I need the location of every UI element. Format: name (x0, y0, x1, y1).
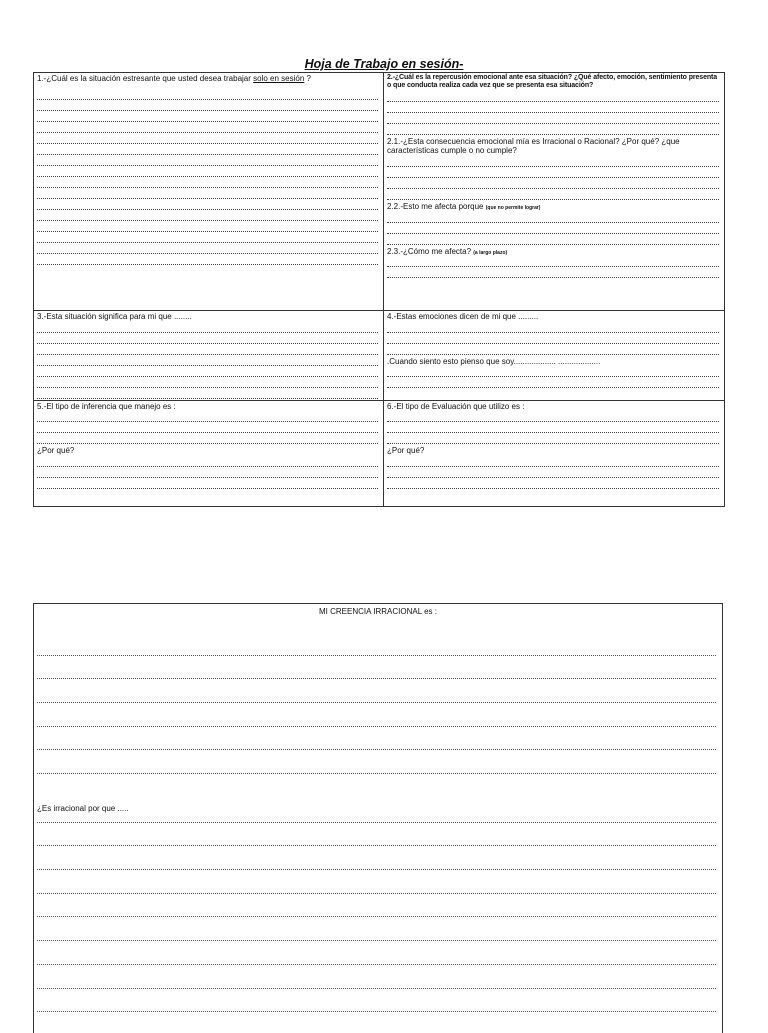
answer-line[interactable] (37, 177, 378, 188)
answer-line[interactable] (37, 965, 716, 989)
irrational-belief-heading: MI CREENCIA IRRACIONAL es : (319, 607, 437, 616)
question-4-cell (384, 311, 725, 401)
answer-line[interactable] (387, 433, 719, 444)
answer-line[interactable] (387, 234, 719, 245)
answer-line[interactable] (37, 656, 716, 680)
answer-line[interactable] (387, 91, 719, 102)
question-3-cell (34, 311, 384, 401)
answer-line[interactable] (37, 144, 378, 155)
question-4-follow-up: .Cuando siento esto pienso que soy................... ................... (387, 356, 601, 366)
answer-line[interactable] (37, 89, 378, 100)
answer-line[interactable] (387, 189, 719, 200)
answer-line[interactable] (387, 212, 719, 223)
answer-line[interactable] (387, 467, 719, 478)
answer-line[interactable] (37, 799, 716, 823)
answer-line[interactable] (387, 377, 719, 388)
answer-line[interactable] (37, 166, 378, 177)
answer-line[interactable] (37, 133, 378, 144)
answer-line[interactable] (387, 344, 719, 355)
answer-line[interactable] (37, 210, 378, 221)
answer-line[interactable] (37, 344, 378, 355)
answer-line[interactable] (37, 870, 716, 894)
question-4: 4.-Estas emociones dicen de mi que ......... (387, 312, 539, 321)
question-5-cell (34, 400, 384, 506)
answer-line[interactable] (37, 232, 378, 243)
answer-line[interactable] (37, 422, 378, 433)
answer-line[interactable] (387, 366, 719, 377)
answer-line[interactable] (37, 188, 378, 199)
answer-line[interactable] (37, 333, 378, 344)
answer-line[interactable] (387, 156, 719, 167)
answer-line[interactable] (387, 422, 719, 433)
answer-line[interactable] (37, 199, 378, 210)
answer-line[interactable] (37, 433, 378, 444)
page-title: Hoja de Trabajo en sesión- (304, 57, 464, 71)
answer-line[interactable] (37, 478, 378, 489)
answer-line[interactable] (37, 366, 378, 377)
answer-line[interactable] (387, 223, 719, 234)
question-2-1: 2.1.-¿Esta consecuencia emocional mía es Irracional o Racional? ¿Por qué? ¿que características cumple o no cumple? (387, 136, 680, 156)
answer-line[interactable] (37, 727, 716, 751)
answer-line[interactable] (37, 823, 716, 847)
reason-lines (37, 799, 716, 1012)
question-1: 1.-¿Cuál es la situación estresante que usted desea trabajar solo en sesión ? (37, 74, 311, 83)
answer-line[interactable] (37, 679, 716, 703)
question-1-cell (34, 73, 384, 311)
question-6: 6.-El tipo de Evaluación que utilizo es : (387, 401, 525, 411)
answer-line[interactable] (387, 333, 719, 344)
belief-lines (37, 632, 716, 774)
answer-line[interactable] (387, 113, 719, 124)
answer-line[interactable] (37, 989, 716, 1013)
answer-line[interactable] (387, 267, 719, 278)
question-3: 3.-Esta situación significa para mi que ........ (37, 312, 192, 321)
answer-line[interactable] (37, 467, 378, 478)
answer-line[interactable] (387, 102, 719, 113)
irrational-reason-label: ¿Es irracional por que ..... (37, 804, 129, 813)
answer-line[interactable] (37, 155, 378, 166)
answer-line[interactable] (387, 124, 719, 135)
answer-line[interactable] (387, 411, 719, 422)
answer-line[interactable] (37, 750, 716, 774)
answer-line[interactable] (37, 941, 716, 965)
answer-line[interactable] (37, 221, 378, 232)
question-2-2: 2.2.-Esto me afecta porque (que no permite lograr) (387, 201, 541, 211)
answer-line[interactable] (387, 478, 719, 489)
answer-line[interactable] (37, 254, 378, 265)
answer-line[interactable] (37, 388, 378, 399)
answer-line[interactable] (37, 846, 716, 870)
answer-line[interactable] (37, 111, 378, 122)
answer-line[interactable] (387, 178, 719, 189)
answer-line[interactable] (37, 917, 716, 941)
answer-line[interactable] (37, 122, 378, 133)
question-6-why: ¿Por qué? (387, 446, 425, 456)
question-5-why: ¿Por qué? (37, 446, 75, 456)
answer-line[interactable] (37, 355, 378, 366)
worksheet-table (33, 72, 725, 507)
answer-line[interactable] (37, 411, 378, 422)
answer-line[interactable] (37, 456, 378, 467)
question-6-cell (384, 400, 725, 506)
answer-line[interactable] (387, 167, 719, 178)
answer-line[interactable] (387, 322, 719, 333)
answer-line[interactable] (37, 100, 378, 111)
question-2-3: 2.3.-¿Cómo me afecta? (a largo plazo) (387, 246, 508, 256)
question-2-cell (384, 73, 725, 311)
answer-line[interactable] (37, 894, 716, 918)
answer-line[interactable] (37, 377, 378, 388)
answer-line[interactable] (37, 703, 716, 727)
answer-line[interactable] (387, 256, 719, 267)
answer-line[interactable] (37, 322, 378, 333)
answer-line[interactable] (387, 456, 719, 467)
answer-line[interactable] (37, 243, 378, 254)
irrational-belief-box (33, 603, 723, 1033)
answer-line[interactable] (37, 632, 716, 656)
question-2: 2.-¿Cuál es la repercusión emocional ante esa situación? ¿Qué afecto, emoción, sentimiento presenta o que conducta realiza cada vez que se presenta esa situación? (387, 74, 718, 90)
question-5: 5.-El tipo de inferencia que manejo es : (37, 401, 176, 411)
